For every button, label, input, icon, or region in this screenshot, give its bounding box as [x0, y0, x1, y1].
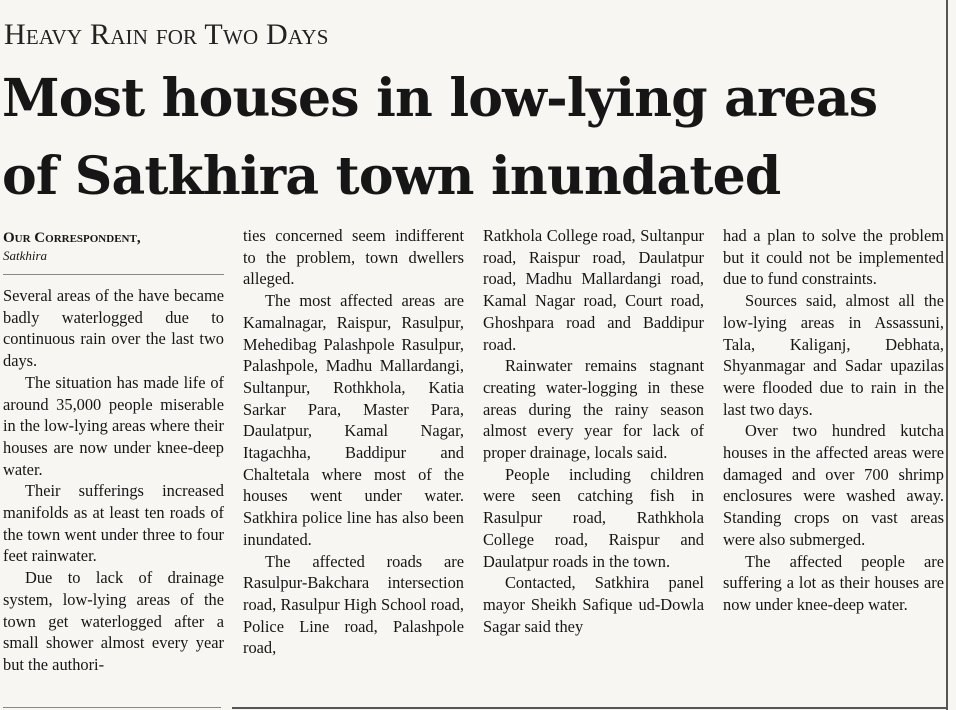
paragraph: Over two hundred kutcha houses in the affected areas were damaged and over 700 shrimp enclosures were washed away. Standing crops on vast areas were also submerged. [723, 421, 944, 549]
article-column-3 [483, 225, 704, 637]
paragraph: ties concerned seem indifferent to the problem, town dwellers alleged. [243, 226, 464, 289]
byline-location: Satkhira [3, 248, 48, 263]
article-bottom-rule [232, 707, 946, 709]
paragraph: Sources said, almost all the low-lying areas in Assassuni, Tala, Kaliganj, Debhata, Shyanmagar and Sadar upazilas were flooded due to rain in the last two days. [723, 291, 944, 419]
column-rule-right [946, 0, 948, 710]
headline-line-1: Most houses in low-lying areas [2, 68, 878, 129]
paragraph: Their sufferings increased manifolds as at least ten roads of the town went under three to four feet rainwater. [3, 481, 224, 566]
paragraph: The most affected areas are Kamalnagar, Raispur, Rasulpur, Mehedibag Palashpole Rasulpur, Palashpole, Madhu Mallardangi, Sultanpur, Rothkhola, Katia Sarkar Para, Master Para, Daulatpur, Kamal Nagar, Itagachha, Baddipur and Chaltetala where most of the houses went under water. Satkhira police line has also been inundated. [243, 291, 464, 549]
paragraph: Rainwater remains stagnant creating water-logging in these areas during the rainy season almost every year for lack of proper drainage, locals said. [483, 356, 704, 463]
kicker: Heavy Rain for Two Days [4, 18, 329, 51]
article-bottom-rule-left [3, 707, 221, 708]
byline-author: Our Correspondent, [3, 230, 141, 246]
byline [3, 228, 224, 275]
paragraph: Several areas of the have became badly waterlogged due to continuous rain over the last two days. [3, 286, 224, 371]
article-column-1 [3, 225, 224, 676]
headline [2, 60, 942, 216]
paragraph: Due to lack of drainage system, low-lying areas of the town get waterlogged after a small shower almost every year but the authori- [3, 568, 224, 674]
paragraph: had a plan to solve the problem but it could not be implemented due to fund constraints. [723, 226, 944, 289]
paragraph: The affected roads are Rasulpur-Bakchara intersection road, Rasulpur High School road, Police Line road, Palashpole road, [243, 551, 464, 658]
paragraph: The situation has made life of around 35,000 people miserable in the low-lying areas where their houses are now under knee-deep water. [3, 372, 224, 479]
paragraph: People including children were seen catching fish in Rasulpur road, Rathkhola College road, Raispur and Daulatpur roads in the town. [483, 464, 704, 571]
article-column-4 [723, 225, 944, 616]
paragraph: Contacted, Satkhira panel mayor Sheikh Safique ud-Dowla Sagar said they [483, 573, 704, 636]
headline-line-2: of Satkhira town inundated [2, 146, 781, 207]
paragraph: The affected people are suffering a lot as their houses are now under knee-deep water. [723, 551, 944, 614]
article-column-2 [243, 225, 464, 659]
paragraph: Ratkhola College road, Sultanpur road, Raispur road, Daulatpur road, Madhu Mallardangi road, Kamal Nagar road, Court road, Ghoshpara road and Baddipur road. [483, 226, 704, 354]
